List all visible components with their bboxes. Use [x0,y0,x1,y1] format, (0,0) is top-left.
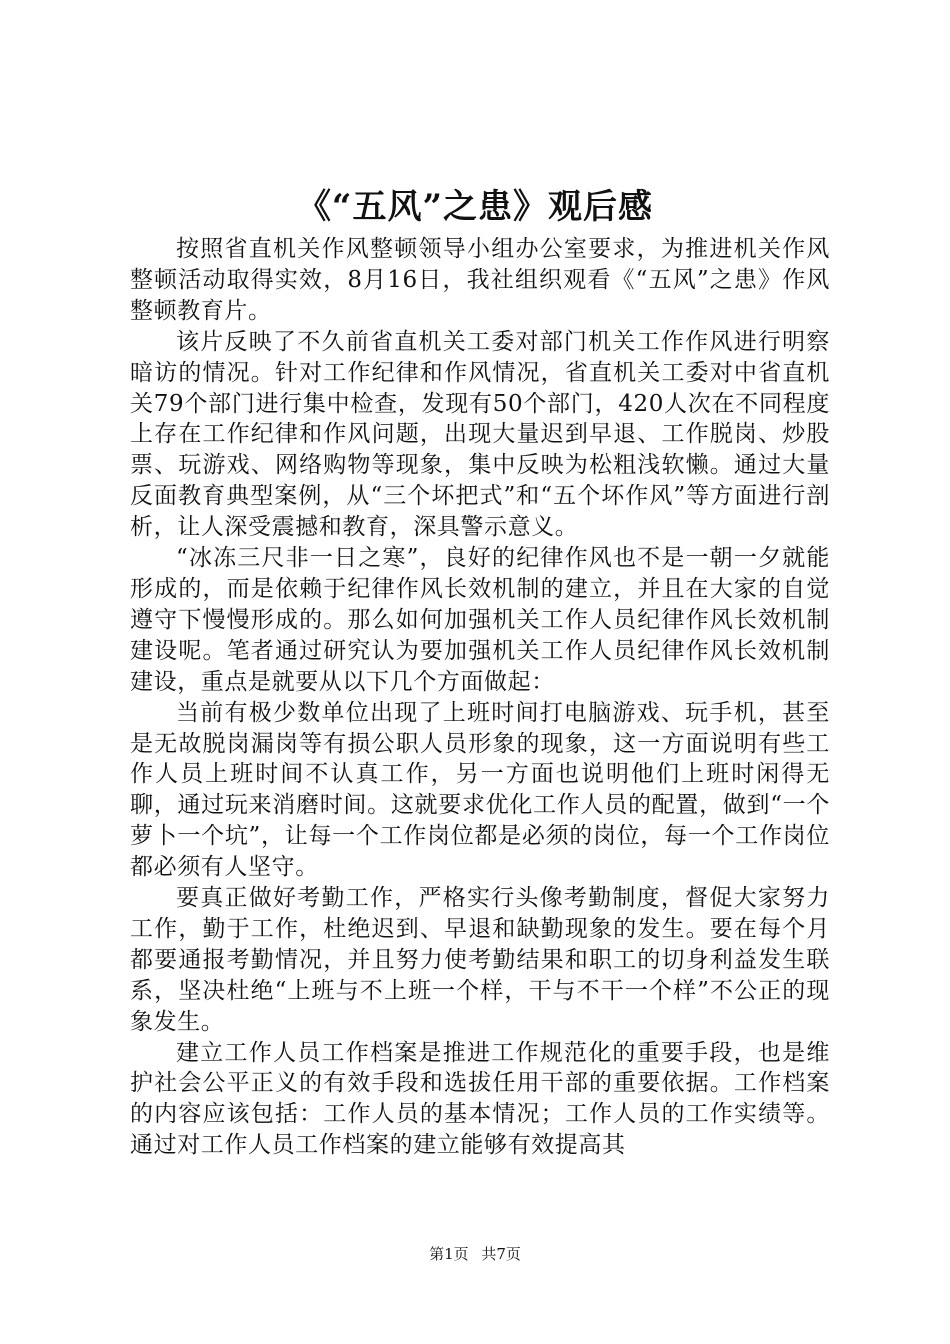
page-number: 第1页 [429,1245,469,1263]
paragraph: “冰冻三尺非一日之寒”，良好的纪律作风也不是一朝一夕就能形成的，而是依赖于纪律作风长效机制的建立，并且在大家的自觉遵守下慢慢形成的。那么如何加强机关工作人员纪律作风长效机制建设呢。笔者通过研究认为要加强机关工作人员纪律作风长效机制建设，重点是就要从以下几个方面做起： [130,545,830,695]
document-body [130,234,830,1161]
page-total: 共7页 [481,1245,521,1263]
paragraph: 按照省直机关作风整顿领导小组办公室要求，为推进机关作风整顿活动取得实效，8月16日，我社组织观看《“五风”之患》作风整顿教育片。 [130,236,830,324]
paragraph: 建立工作人员工作档案是推进工作规范化的重要手段，也是维护社会公平正义的有效手段和选拔任用干部的重要依据。工作档案的内容应该包括：工作人员的基本情况；工作人员的工作实绩等。通过对工作人员工作档案的建立能够有效提高其 [130,1039,830,1159]
paragraph: 该片反映了不久前省直机关工委对部门机关工作作风进行明察暗访的情况。针对工作纪律和作风情况，省直机关工委对中省直机关79个部门进行集中检查，发现有50个部门，420人次在不同程度上存在工作纪律和作风问题，出现大量迟到早退、工作脱岗、炒股票、玩游戏、网络购物等现象，集中反映为松粗浅软懒。通过大量反面教育典型案例，从“三个坏把式”和“五个坏作风”等方面进行剖析，让人深受震撼和教育，深具警示意义。 [130,328,830,541]
paragraph: 当前有极少数单位出现了上班时间打电脑游戏、玩手机，甚至是无故脱岗漏岗等有损公职人员形象的现象，这一方面说明有些工作人员上班时间不认真工作，另一方面也说明他们上班时闲得无聊，通过玩来消磨时间。这就要求优化工作人员的配置，做到“一个萝卜一个坑”，让每一个工作岗位都是必须的岗位，每一个工作岗位都必须有人坚守。 [130,699,830,881]
page-footer [0,1244,950,1264]
document-title: 《“五风”之患》观后感 [296,187,654,227]
paragraph: 要真正做好考勤工作，严格实行头像考勤制度，督促大家努力工作，勤于工作，杜绝迟到、早退和缺勤现象的发生。要在每个月都要通报考勤情况，并且努力使考勤结果和职工的切身利益发生联系，坚决杜绝“上班与不上班一个样，干与不干一个样”不公正的现象发生。 [130,885,830,1035]
